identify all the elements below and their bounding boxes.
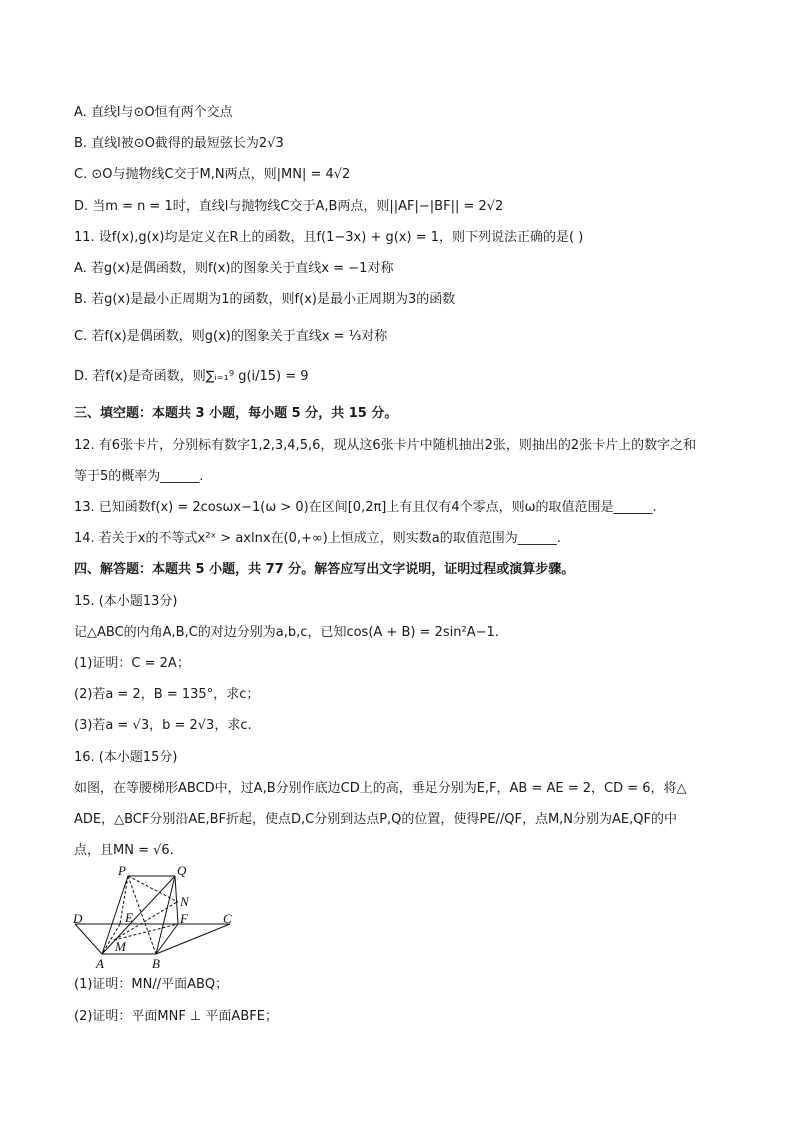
question-15-stem: 记△ABC的内角A,B,C的对边分别为a,b,c，已知cos(A + B) = 2sin²A−1. xyxy=(74,625,499,640)
question-16-stem-line2: ADE，△BCF分别沿AE,BF折起，使点D,C分别到达点P,Q的位置，使得PE//QF，点M,N分别为AE,QF的中 xyxy=(74,812,677,827)
option-10a: A. 直线l与⊙O恒有两个交点 xyxy=(74,105,233,120)
label-m: M xyxy=(115,939,126,954)
option-10c: C. ⊙O与抛物线C交于M,N两点，则|MN| = 4√2 xyxy=(74,167,351,182)
question-13: 13. 已知函数f(x) = 2cosωx−1(ω > 0)在区间[0,2π]上有且仅有4个零点，则ω的取值范围是______. xyxy=(74,500,657,515)
question-16-stem-line3: 点，且MN = √6. xyxy=(74,843,174,858)
question-12-line2: 等于5的概率为______. xyxy=(74,469,204,484)
option-11b: B. 若g(x)是最小正周期为1的函数，则f(x)是最小正周期为3的函数 xyxy=(74,292,456,307)
label-n: N xyxy=(180,894,189,909)
question-14: 14. 若关于x的不等式x²ˣ > axlnx在(0,+∞)上恒成立，则实数a的取值范围为______. xyxy=(74,531,561,546)
label-q: Q xyxy=(177,863,187,878)
label-d: D xyxy=(73,911,83,926)
section-answer: 四、解答题：本题共 5 小题，共 77 分。解答应写出文字说明，证明过程或演算步骤。 xyxy=(74,562,575,577)
label-a: A xyxy=(96,956,104,970)
option-10d: D. 当m = n = 1时，直线l与抛物线C交于A,B两点，则||AF|−|BF|| = 2√2 xyxy=(74,199,504,214)
question-16-stem-line1: 如图，在等腰梯形ABCD中，过A,B分别作底边CD上的高，垂足分别为E,F，AB = AE = 2，CD = 6，将△ xyxy=(74,781,687,796)
section-fill-in: 三、填空题：本题共 3 小题，每小题 5 分，共 15 分。 xyxy=(74,406,398,421)
label-f: F xyxy=(180,911,188,926)
question-16-part1: (1)证明：MN//平面ABQ； xyxy=(74,977,229,992)
option-11d: D. 若f(x)是奇函数，则∑ᵢ₌₁⁹ g(i/15) = 9 xyxy=(74,369,309,384)
question-12-line1: 12. 有6张卡片，分别标有数字1,2,3,4,5,6，现从这6张卡片中随机抽出2张，则抽出的2张卡片上的数字之和 xyxy=(74,438,697,453)
question-11: 11. 设f(x),g(x)均是定义在R上的函数，且f(1−3x) + g(x) = 1，则下列说法正确的是( ) xyxy=(74,230,584,245)
label-e: E xyxy=(125,910,133,925)
question-16-header: 16. (本小题15分) xyxy=(74,750,178,765)
option-11c: C. 若f(x)是偶函数，则g(x)的图象关于直线x = ⅓对称 xyxy=(74,329,388,344)
option-11a: A. 若g(x)是偶函数，则f(x)的图象关于直线x = −1对称 xyxy=(74,261,394,276)
label-c: C xyxy=(223,911,232,926)
question-15-part2: (2)若a = 2，B = 135°，求c； xyxy=(74,687,260,702)
label-b: B xyxy=(152,956,160,970)
question-15-header: 15. (本小题13分) xyxy=(74,594,178,609)
geometry-figure xyxy=(70,862,240,970)
option-10b: B. 直线l被⊙O截得的最短弦长为2√3 xyxy=(74,136,284,151)
label-p: P xyxy=(118,863,126,878)
question-16-part2: (2)证明：平面MNF ⊥ 平面ABFE； xyxy=(74,1009,278,1024)
question-15-part3: (3)若a = √3，b = 2√3，求c. xyxy=(74,718,252,733)
question-15-part1: (1)证明：C = 2A； xyxy=(74,656,190,671)
